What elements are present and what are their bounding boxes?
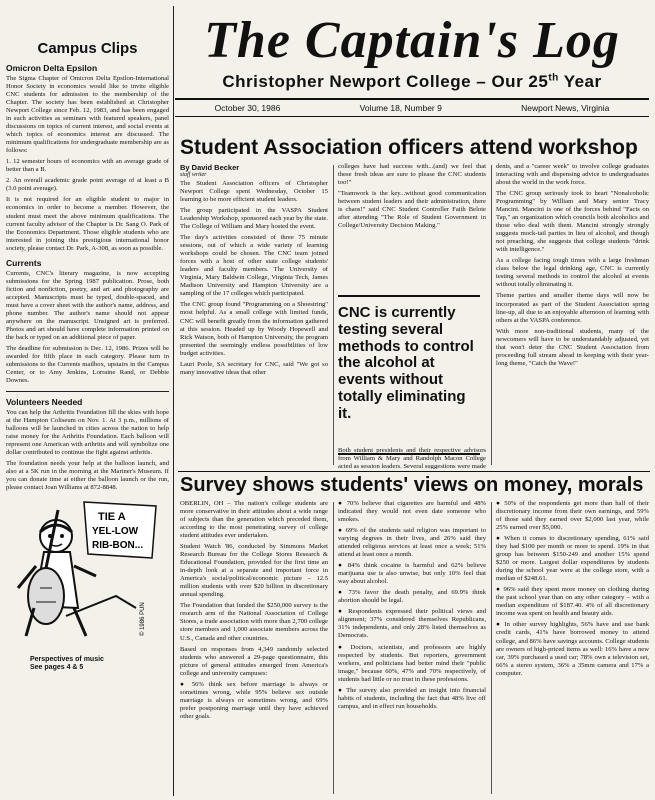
column-rule <box>333 165 334 465</box>
section-divider <box>6 391 169 392</box>
story2-paragraph: ● The survey also provided an insight into financial habits of students, including the fact that 48% live off campus, and in effect run households. <box>338 686 486 710</box>
newspaper-title: The Captain's Log <box>204 12 620 69</box>
story2-paragraph: ● 96% said they spent more money on clothing during the past school year than on any other category – with a median expenditure of $187.40. 4% of all discretionary income was spent on health and beauty aids. <box>496 586 649 618</box>
newspaper-subtitle <box>175 72 649 92</box>
column-rule <box>333 502 334 794</box>
story1-paragraph: The group participated in the VASPA Student Leadership Workshop, sponsored each year by the state. The College of William and Mary hosted the event. <box>180 207 328 231</box>
story2-paragraph: ● 73% favor the death penalty, and 69.9% think abortion should be legal. <box>338 589 486 605</box>
music-cartoon <box>6 496 169 674</box>
subtitle-sup: th <box>548 72 559 84</box>
section-heading-currents: Currents <box>6 257 42 268</box>
cartoon-sign-line2: YEL-LOW <box>92 526 139 538</box>
story2-paragraph: Student Watch '86, conducted by Simmons Market Research Bureau for the College Stores Research & Educational Foundation, provided for the first time an in-depth look at a separate and important force in America's social/political/economic picture – 12.5 million students with over $20 billion in discretionary annual spending. <box>180 543 328 599</box>
story1-paragraph: The CNC group found "Programming on a Shoestring" most helpful. As a small college with limited funds, CNC will benefit greatly from the information gathered at this session. Headed up by Woody Hopewell and Rick Watson, both of Hampton University, the program presented the seemingly endless possibilities of low budget activities. <box>180 301 328 357</box>
ode-paragraph: 2. An overall academic grade point average of at least a B (3.0 point average). <box>6 177 169 193</box>
cartoon-caption <box>30 656 104 672</box>
story2-column-1 <box>180 500 328 796</box>
story2-column-3 <box>496 500 649 796</box>
story2-paragraph: ● 50% of the respondents get more than half of their discretionary income from their own earnings, and 59% of those said they earned over $2,000 last year, while 25% earned over $5,000. <box>496 500 649 532</box>
subtitle-suffix: Year <box>558 72 602 91</box>
dateline <box>175 98 649 117</box>
story1-paragraph: Theme parties and smaller theme days will now be incorporated as part of the Student Association spring line-up, all due to an enjoyable afternoon of learning with others at the VASPA conference. <box>496 292 649 324</box>
story2-paragraph: ● 70% believe that cigarettes are harmful and 48% indicated they would not even date someone who smokes. <box>338 500 486 524</box>
story2-paragraph: The Foundation that funded the $250,000 survey is the research arm of the National Association of College Stores, a trade association with more than 2,700 college store members and 1,000 associate members across the U.S., Canada and other countries. <box>180 602 328 642</box>
cartoon-sign-line1: TIE A <box>98 511 126 524</box>
campus-clips-title: Campus Clips <box>37 40 138 57</box>
story1-paragraph: Both student presidents and their respective advisors from William & Mary and Randolph Macon College acted as session leaders. Several suggestions were made <box>338 447 486 469</box>
story1-pullquote: CNC is currently testing several methods to control the alcohol at events without totally eliminating it. <box>338 295 480 455</box>
story2-paragraph: ● Respondents expressed their political views and alignment; 37% considered themselves Republicans, 31% independents, and only 28% listed themselves as Democrats. <box>338 608 486 640</box>
story1-paragraph: The day's activities consisted of three 75 minute sessions, out of which a wide variety of learning workshops could be chosen. The CNC team joined forces with a host of other state college students' leaders and faculty members. The University of Virginia, Mary Baldwin College, Virginia Tech, James Madison University and Hampton University are a sampling of the 17 colleges which participated. <box>180 234 328 298</box>
story2-paragraph: OBERLIN, OH – The nation's college students are more conservative in their attitudes about a wide range of subjects than the generation which preceded them, according to the most penetrating survey of college student attitudes ever undertaken. <box>180 500 328 540</box>
caption-line-2: See pages 4 & 5 <box>30 664 84 672</box>
cartoon-sign-line3: RIB-BON... <box>92 540 144 552</box>
story2-headline: Survey shows students' views on money, morals <box>180 474 644 496</box>
story2-paragraph: ● Doctors, scientists, and professors are highly respected by students. But reporters, government workers, and politicians had better mind their "public image," because 60%, 47% and 70% respectively, of students had little or no trust in these professions. <box>338 643 486 683</box>
issue-location: Newport News, Virginia <box>521 103 610 113</box>
story1-column-2-bottom <box>338 447 486 469</box>
column-rule <box>491 165 492 465</box>
cartoon-signature: © 1986 PUN <box>140 602 146 637</box>
story1-byline: By David Becker <box>180 163 240 172</box>
story1-headline: Student Association officers attend workshop <box>180 136 638 159</box>
currents-paragraph: The deadline for submission is Dec. 12, 1986. Prizes will be awarded for fifth place in each category. Please turn in submissions to the Currents mailbox, upstairs in the Campus Center, or to Amy Jenkins, Lorraine Rand, or Debbie Downes. <box>6 344 169 385</box>
story1-paragraph: As a college facing tough times with a large freshman class below the legal drinking age, CNC is currently testing several methods to control the alcohol at events without totally eliminating it. <box>496 257 649 289</box>
story1-paragraph: With more non-traditional students, many of the newcomers will have to be understandably adjusted, yet that won't deter the CNC Student Association from proceeding full stream ahead in keeping with their year-long theme, "Catch the Wave!" <box>496 327 649 367</box>
issue-volume: Volume 18, Number 9 <box>359 103 442 113</box>
story1-byline-role: staff writer <box>180 172 207 178</box>
story2-paragraph: ● In other survey highlights, 56% have and use bank credit cards, 41% have borrowed money to attend college, and 86% have savings accounts. College students are owners of high-priced items as well: 16% have a new car, 39% purchased a used car; 78% own a television set, 66% a stereo system, 36% a 35mm camera and 17% a computer. <box>496 621 649 677</box>
story1-column-1 <box>180 163 328 468</box>
currents-paragraph: Currents, CNC's literary magazine, is now accepting submissions for the Spring 1987 publication. Prose, both fiction and nonfiction, poetry, and art and photography are accepted. Manuscripts must be typed, double-spaced, and must have a cover sheet with the author's name, address, and phone number. The author's name should not appear anywhere on the manuscript. Unsigned art is preferred. Photos and art should have complete information printed on the back or typed on an additional piece of paper. <box>6 269 169 341</box>
story1-column-2-top <box>338 163 486 293</box>
story1-paragraph: The CNC group seriously took to heart "Nonalcoholic Programming" by William and Mary senior Tracy Mancini. Mancini is one of the forces behind "Facts on Tap," an organization which councils both alcoholics and those who deal with them. Mancini strongly strongly suggests mock-tail parties in lieu of alcohol, and though not preaching, she suggests that college students "drink with intelligence." <box>496 190 649 254</box>
ode-paragraph: 1. 12 semester hours of economics with an average grade of better than a B. <box>6 158 169 174</box>
column-rule <box>491 502 492 794</box>
cartoon-drawing <box>6 496 166 646</box>
story2-paragraph: ● 56% think sex before marriage is always or sometimes wrong, while 95% believe sex outside marriage is always or sometimes wrong, and 69% prefer postponing marriage until they have achieved other goals. <box>180 680 328 720</box>
story1-paragraph: The Student Association officers of Christopher Newport College spent Wednesday, October 15 learning to be more efficient student leaders. <box>180 180 328 204</box>
story1-column-3 <box>496 163 649 468</box>
ode-paragraph: The Sigma Chapter of Omicron Delta Epsilon-International Honor Society in economics would like to invite eligible CNC students for admission to the membership of the Chapter. The society has been established at Christopher Newport College since Feb. 12, 1983, and has been engaged in such activities as seminars with featured speakers, panel discussions on topics of current interest, and social events at which topics of economics interest are discussed. The minimum qualifications for undergraduate membership are as follows: <box>6 75 169 155</box>
story2-paragraph: ● 84% think cocaine is harmful and 62% believe marijuana use is also unwise, but only 10% feel that way about alcohol. <box>338 562 486 586</box>
issue-date: October 30, 1986 <box>214 103 281 113</box>
story1-paragraph: Lauri Poole, SA secretary for CNC, said "We got so many innovative ideas that other <box>180 360 328 376</box>
masthead <box>175 6 649 117</box>
section-heading-volunteers: Volunteers Needed <box>6 397 83 408</box>
story1-paragraph: dents, and a "career week" to involve college graduates interacting with and dispensing advice to undergraduates about the world in the work force. <box>496 163 649 187</box>
story1-paragraph: colleges have had success with...(and) we feel that these fresh ideas are sure to please the CNC students too!" <box>338 163 486 187</box>
story2-paragraph: ● 69% of the students said religion was important to varying degrees in their lives, and 26% said they attended religious services at least once a week; 51% attend at least once a month. <box>338 527 486 559</box>
ode-paragraph: It is not required for an eligible student to major in economics in order to become a member. However, the student must meet the above minimum qualifications. The current faculty advisor of the Chapter is Dr. Sang O. Park of the Economics Department. Those eligible students who are interested in joining this prestigious international honor society, please contact Dr. Park, A-308, as soon as possible. <box>6 196 169 252</box>
volunteers-paragraph: You can help the Arthritis Foundation fill the skies with hope at the Hampton Coliseum on Nov. 1. At 3 p.m., millions of balloons will be launched in cities across the nation to help raise money for the Arthritis Foundation. Each balloon will represent one American with arthritis and will symbolize one dollar contributed to continue the fight against arthritis. <box>6 409 169 457</box>
section-heading-ode: Omicron Delta Epsilon <box>6 63 98 73</box>
story2-paragraph: Based on responses from 4,349 randomly selected students who answered a 29-page questionnaire, this picture of general attitudes emerged from America's college and university campuses: <box>180 645 328 677</box>
campus-clips-sidebar <box>6 6 174 796</box>
volunteers-paragraph: The foundation needs your help at the balloon launch, and also at a 5K run in the morning at the Mariner's Museum. If you can donate time at either the balloon launch or the run, please contact Joan Williams at 872-8848. <box>6 460 169 492</box>
story1-paragraph: "Teamwork is the key...without good communication between student leaders and their administration, there is chaos!" said CNC Student Controller Faith Belote after attending "The Role of Student Government in College/University Decision Making." <box>338 190 486 230</box>
story2-paragraph: ● When it comes to discretionary spending, 61% said they had $100 per month or more to spend. 19% in that group has between $150-249 and another 15% spend $250 or more. Largest dollar expenditures by students during the school year were at the college store, with a median of $248.61. <box>496 535 649 583</box>
story2-column-2 <box>338 500 486 796</box>
story-divider <box>178 471 650 472</box>
subtitle-prefix: Christopher Newport College – Our 25 <box>222 72 549 91</box>
caption-line-1: Perspectives of music <box>30 656 104 664</box>
